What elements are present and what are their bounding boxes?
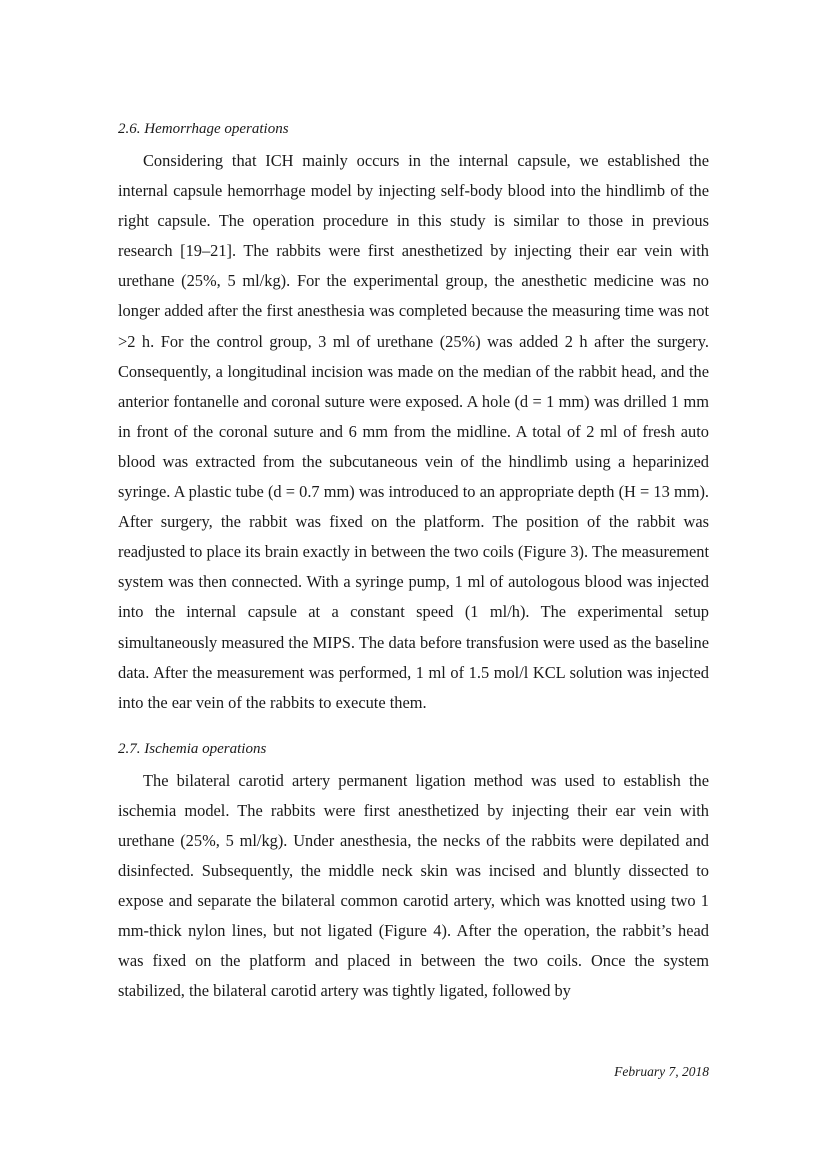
section-ischemia-operations <box>118 735 709 1007</box>
section-hemorrhage-operations <box>118 115 709 718</box>
section-heading: 2.6. Hemorrhage operations <box>118 121 289 137</box>
page-body <box>118 115 709 1007</box>
section-heading: 2.7. Ischemia operations <box>118 740 267 757</box>
section-paragraph: Considering that ICH mainly occurs in the internal capsule, we established the internal capsule hemorrhage model by injecting self-body blood into the hindlimb of the right capsule. The operation procedure in this study is similar to those in previous research [19–21]. The rabbits were first anesthetized by injecting their ear vein with urethane (25%, 5 ml/kg). For the experimental group, the anesthetic medicine was no longer added after the first anesthesia was completed because the measuring time was not >2 h. For the control group, 3 ml of urethane (25%) was added 2 h after the surgery. Consequently, a longitudinal incision was made on the median of the rabbit head, and the anterior fontanelle and coronal suture were exposed. A hole (d = 1 mm) was drilled 1 mm in front of the coronal suture and 6 mm from the midline. A total of 2 ml of fresh auto blood was extracted from the subcutaneous vein of the hindlimb using a heparinized syringe. A plastic tube (d = 0.7 mm) was introduced to an appropriate depth (H = 13 mm). After surgery, the rabbit was fixed on the platform. The position of the rabbit was readjusted to place its brain exactly in between the two coils (Figure 3). The measurement system was then connected. With a syringe pump, 1 ml of autologous blood was injected into the internal capsule at a constant speed (1 ml/h). The experimental setup simultaneously measured the MIPS. The data before transfusion were used as the baseline data. After the measurement was performed, 1 ml of 1.5 mol/l KCL solution was injected into the ear vein of the rabbits to execute them. <box>118 151 709 712</box>
footer-date: February 7, 2018 <box>614 1064 709 1079</box>
section-paragraph: The bilateral carotid artery permanent ligation method was used to establish the ischemia model. The rabbits were first anesthetized by injecting their ear vein with urethane (25%, 5 ml/kg). Under anesthesia, the necks of the rabbits were depilated and disinfected. Subsequently, the middle neck skin was incised and bluntly dissected to expose and separate the bilateral common carotid artery, which was knotted using two 1 mm-thick nylon lines, but not ligated (Figure 4). After the operation, the rabbit’s head was fixed on the platform and placed in between the two coils. Once the system stabilized, the bilateral carotid artery was tightly ligated, followed by <box>118 770 709 1001</box>
